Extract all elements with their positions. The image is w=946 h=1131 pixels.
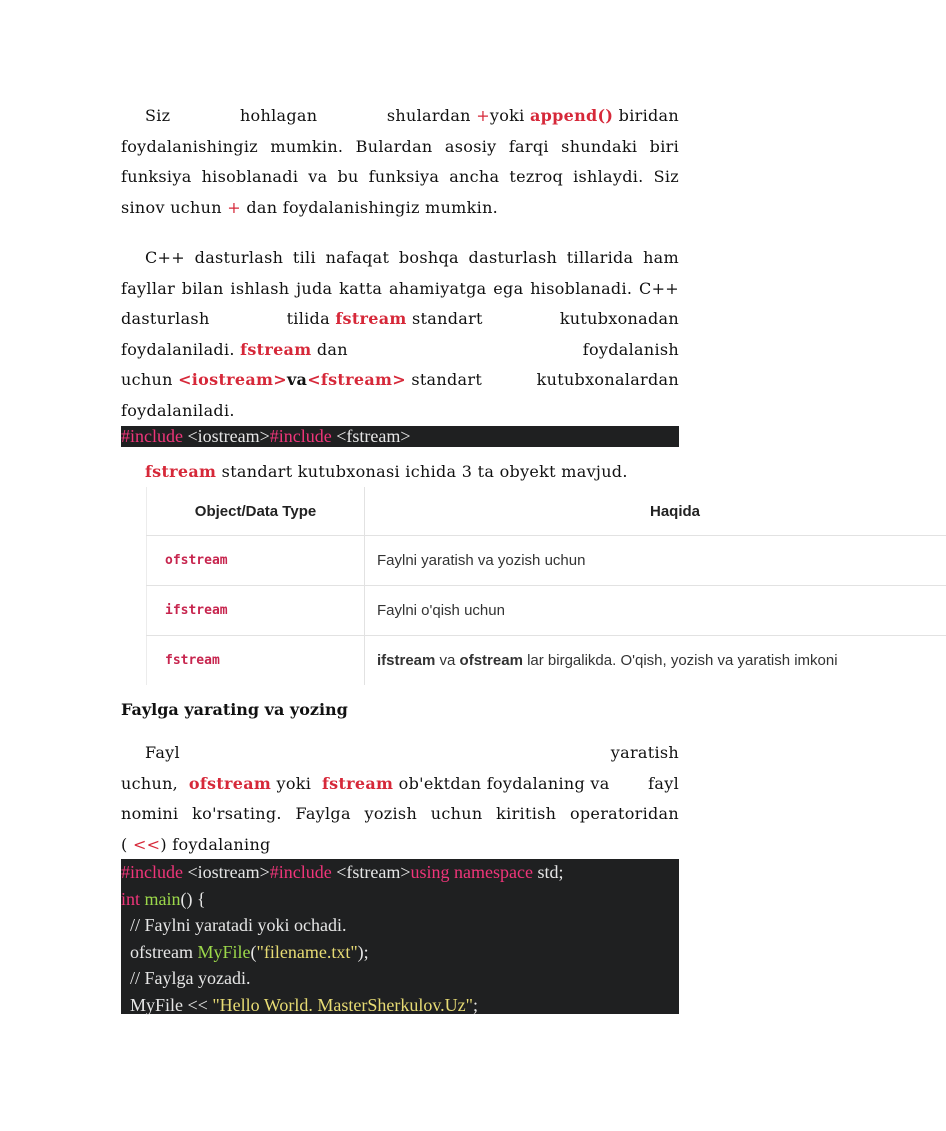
table-header-row (147, 487, 946, 536)
inline-code-fstream-header: <fstream> (307, 370, 406, 389)
code-block-example: #include <iostream>#include <fstream>using namespace std; int main() { // Faylni yaratadi yoki ochadi. ofstream MyFile("filename.txt"); // Faylga yozadi. MyFile << "Hello World. MasterSherkulov.Uz"; (121, 859, 679, 1014)
inline-code-append: append() (529, 106, 614, 125)
paragraph-1: Siz hohlagan shulardan +yoki append() biridan foydalanishingiz mumkin. Bulardan asosiy farqi shundaki biri funksiya hisoblanadi va bu funksiya ancha tezroq ishlaydi. Siz sinov uchun + dan foydalanishingiz mumkin. (121, 106, 679, 217)
inline-code-fstream: fstream (145, 462, 217, 481)
paragraph-3: fstream standart kutubxonasi ichida 3 ta obyekt mavjud. (145, 462, 628, 481)
paragraph-2: C++ dasturlash tili nafaqat boshqa dasturlash tillarida ham fayllar bilan ishlash juda katta ahamiyatga ega hisoblanadi. C++ dasturlash tilida fstream standart kutubxonadan foydalaniladi. fstream dan foydalanish uchun <iostream>va<fstream> standart kutubxonalardan foydalaniladi. (121, 248, 679, 420)
column-header-type: Object/Data Type (147, 487, 365, 536)
paragraph-4: Fayl yaratish uchun, ofstream yoki fstream ob'ektdan foydalaning va fayl nomini ko'rsating. Faylga yozish uchun kiritish operatoridan ( <<) foydalaning (121, 743, 679, 854)
inline-code-ofstream: ofstream (188, 773, 272, 793)
inline-code-fstream: fstream (240, 339, 312, 359)
table-row: ifstream Faylni o'qish uchun (147, 586, 946, 636)
inline-code-fstream: fstream (335, 309, 407, 328)
section-heading: Faylga yarating va yozing (121, 700, 348, 719)
table-row: ofstream Faylni yaratish va yozish uchun (147, 536, 946, 586)
object-types-table (146, 487, 838, 687)
code-block-includes: #include <iostream>#include <fstream> (121, 426, 679, 447)
column-header-haqida: Haqida (365, 487, 946, 536)
inline-code-fstream: fstream (321, 773, 394, 793)
inline-code-iostream: <iostream> (178, 370, 287, 389)
table-row: fstream ifstream va ofstream lar birgalikda. O'qish, yozish va yaratish imkoni (147, 636, 946, 686)
